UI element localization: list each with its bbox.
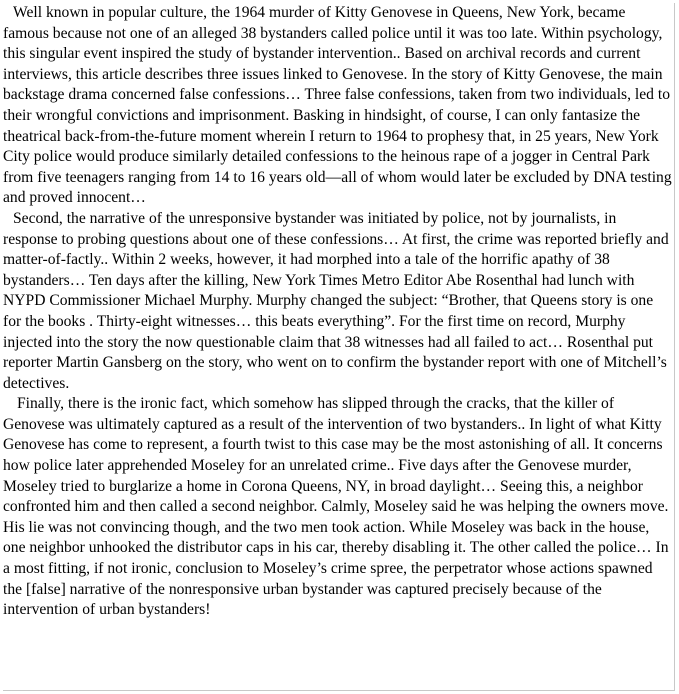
paragraph-3: Finally, there is the ironic fact, which somehow has slipped through the cracks, that the killer of Genovese was ultimately captured as a result of the intervention of two bystanders.. In light of what Kitty Genovese has come to represent, a fourth twist to this case may be the most astonishing of all. It concerns how police later apprehended Moseley for an unrelated crime.. Five days after the Genovese murder, Moseley tried to burglarize a home in Corona Queens, NY, in broad daylight… Seeing this, a neighbor confronted him and then called a second neighbor. Calmly, Moseley said he was helping the owners move. His lie was not convincing though, and the two men took action. While Moseley was back in the house, one neighbor unhooked the distributor caps in his car, thereby disabling it. The other called the police… In a most fitting, if not ironic, conclusion to Moseley’s crime spree, the perpetrator whose actions spawned the [false] narrative of the nonresponsive urban bystander was captured precisely because of the intervention of urban bystanders! xyxy=(3,395,669,619)
document-page xyxy=(3,3,675,691)
paragraph-2: Second, the narrative of the unresponsive bystander was initiated by police, not by journalists, in response to probing questions about one of these confessions… At first, the crime was reported briefly and matter-of-factly.. Within 2 weeks, however, it had morphed into a tale of the horrific apathy of 38 bystanders… Ten days after the killing, New York Times Metro Editor Abe Rosenthal had lunch with NYPD Commissioner Michael Murphy. Murphy changed the subject: “Brother, that Queens story is one for the books . Thirty-eight witnesses… this beats everything”. For the first time on record, Murphy injected into the story the now questionable claim that 38 witnesses had all failed to act… Rosenthal put reporter Martin Gansberg on the story, who went on to confirm the bystander report with one of Mitchell’s detectives. xyxy=(3,209,669,392)
paragraph-1: Well known in popular culture, the 1964 murder of Kitty Genovese in Queens, New York, became famous because not one of an alleged 38 bystanders called police until it was too late. Within psychology, this singular event inspired the study of bystander intervention.. Based on archival records and current interviews, this article describes three issues linked to Genovese. In the story of Kitty Genovese, the main backstage drama concerned false confessions… Three false confessions, taken from two individuals, led to their wrongful convictions and imprisonment. Basking in hindsight, of course, I can only fantasize the theatrical back-from-the-future moment wherein I return to 1964 to prophesy that, in 25 years, New York City police would produce similarly detailed confessions to the heinous rape of a jogger in Central Park from five teenagers ranging from 14 to 16 years old—all of whom would later be excluded by DNA testing and proved innocent… xyxy=(3,4,672,207)
